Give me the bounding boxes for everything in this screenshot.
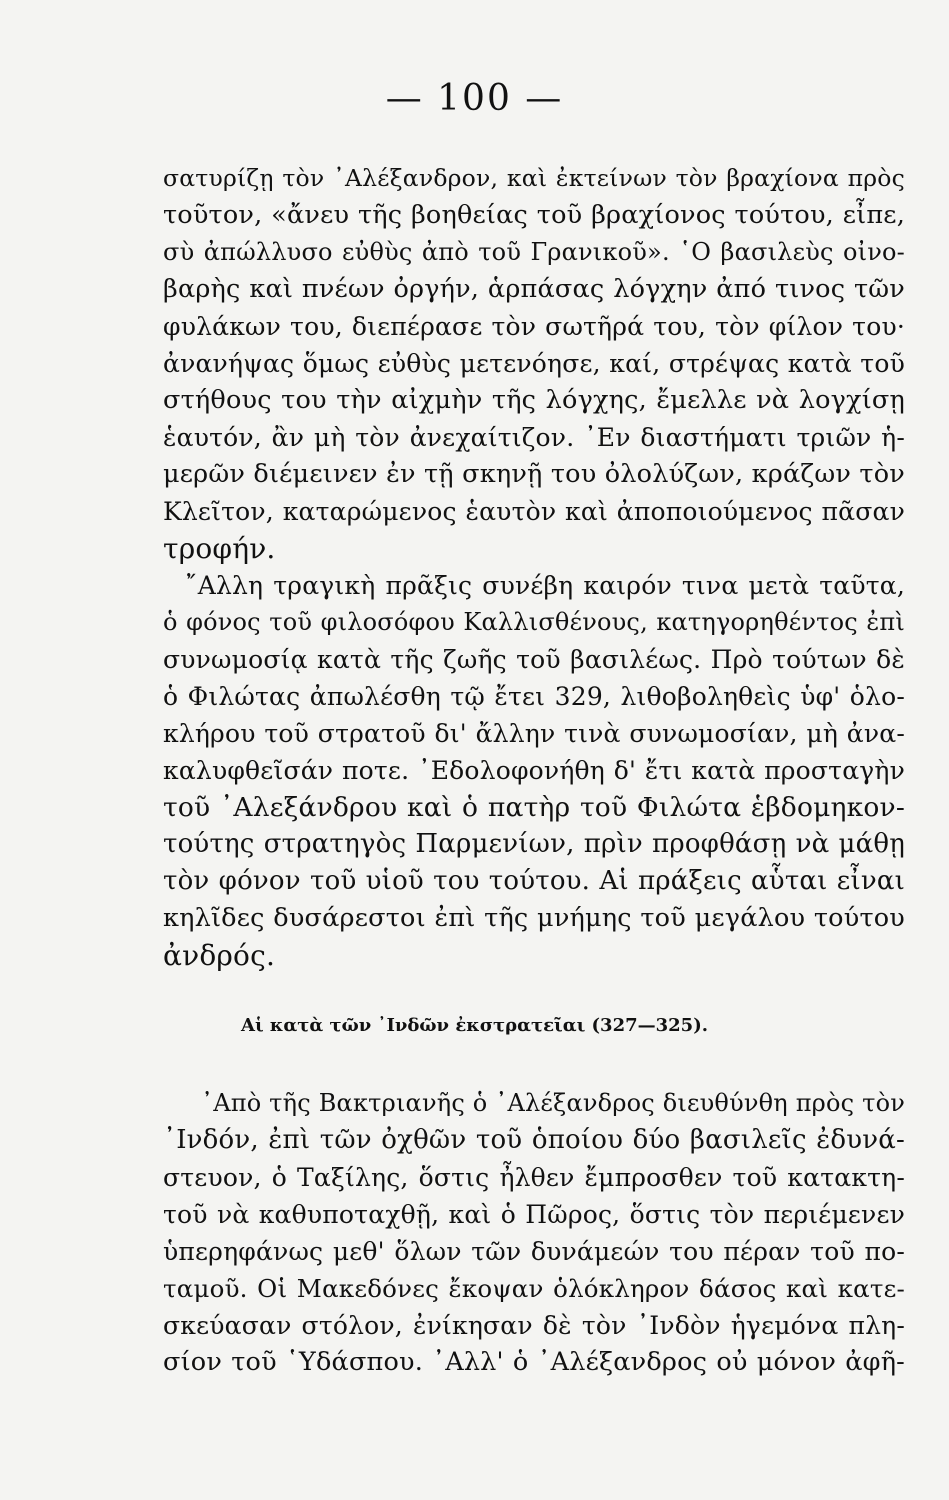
text-line: τοῦτον, «ἄνευ τῆς βοηθείας τοῦ βραχίονος τούτου, εἶπε, [163, 200, 905, 230]
text-line: μερῶν διέμεινεν ἐν τῇ σκηνῇ του ὀλολύζων, κράζων τὸν [163, 459, 905, 489]
text-line: καλυφθεῖσάν ποτε. ᾿Εδολοφονήθη δ' ἔτι κατὰ προσταγὴν [163, 756, 905, 785]
text-line: ὁ Φιλώτας ἀπωλέσθη τῷ ἔτει 329, λιθοβοληθεὶς ὑφ' ὁλο- [163, 682, 905, 711]
text-line: ὑπερηφάνως μεθ' ὅλων τῶν δυνάμεών του πέραν τοῦ πο- [163, 1237, 905, 1266]
text-line: τὸν φόνον τοῦ υἱοῦ του τούτου. Αἱ πράξεις αὗται εἶναι [163, 866, 905, 896]
paragraph-1 [163, 160, 905, 974]
text-line: ἑαυτόν, ἂν μὴ τὸν ἀνεχαίτιζον. ᾿Εν διαστήματι τριῶν ἡ- [163, 423, 905, 452]
text-line: βαρὴς καὶ πνέων ὀργήν, ἁρπάσας λόγχην ἀπό τινος τῶν [163, 274, 905, 304]
text-line: συνωμοσίᾳ κατὰ τῆς ζωῆς τοῦ βασιλέως. Πρὸ τούτων δὲ [163, 645, 905, 674]
text-line: ᾿Ινδόν, ἐπὶ τῶν ὀχθῶν τοῦ ὁποίου δύο βασιλεῖς ἐδυνά- [163, 1125, 905, 1155]
text-line: τοῦ νὰ καθυποταχθῇ, καὶ ὁ Πῶρος, ὅστις τὸν περιέμενεν [163, 1200, 905, 1229]
text-line: σίον τοῦ ῾Υδάσπου. ᾿Αλλ' ὁ ᾿Αλέξανδρος οὐ μόνον ἀφῆ- [163, 1347, 905, 1377]
page-number: — 100 — [385, 78, 564, 119]
text-line: ταμοῦ. Οἱ Μακεδόνες ἔκοψαν ὁλόκληρον δάσος καὶ κατε- [163, 1274, 905, 1303]
text-line: στήθους του τὴν αἰχμὴν τῆς λόγχης, ἔμελλε νὰ λογχίσῃ [163, 385, 905, 415]
text-line: κηλῖδες δυσάρεστοι ἐπὶ τῆς μνήμης τοῦ μεγάλου τούτου [163, 903, 905, 933]
text-line: ἀνδρός. [163, 939, 276, 972]
text-line: κλήρου τοῦ στρατοῦ δι' ἄλλην τινὰ συνωμοσίαν, μὴ ἀνα- [163, 719, 905, 748]
text-line: ῎Αλλη τραγικὴ πρᾶξις συνέβη καιρόν τινα μετὰ ταῦτα, [185, 571, 905, 600]
text-line: στευον, ὁ Ταξίλης, ὅστις ἦλθεν ἔμπροσθεν τοῦ κατακτη- [163, 1163, 905, 1192]
text-line: ὁ φόνος τοῦ φιλοσόφου Καλλισθένους, κατηγορηθέντος ἐπὶ [163, 608, 905, 636]
paragraph-2 [163, 1085, 905, 1381]
text-line: ᾿Απὸ τῆς Βακτριανῆς ὁ ᾿Αλέξανδρος διευθύνθη πρὸς τὸν [201, 1089, 906, 1117]
text-line: σκεύασαν στόλον, ἐνίκησαν δὲ τὸν ᾿Ινδὸν ἡγεμόνα πλη- [163, 1311, 905, 1340]
text-line: τροφήν. [163, 532, 276, 565]
section-heading: Αἱ κατὰ τῶν ᾿Ινδῶν ἐκστρατεῖαι (327—325). [240, 1015, 708, 1036]
text-line: φυλάκων του, διεπέρασε τὸν σωτῆρά του, τὸν φίλον του· [163, 312, 905, 341]
text-line: τοῦ ᾿Αλεξάνδρου καὶ ὁ πατὴρ τοῦ Φιλώτα ἑβδομηκον- [163, 792, 905, 823]
text-line: ἀνανήψας ὅμως εὐθὺς μετενόησε, καί, στρέψας κατὰ τοῦ [163, 349, 905, 378]
text-line: Κλεῖτον, καταρώμενος ἑαυτὸν καὶ ἀποποιούμενος πᾶσαν [163, 497, 905, 526]
text-line: σὺ ἀπώλλυσο εὐθὺς ἀπὸ τοῦ Γρανικοῦ». ῾Ο βασιλεὺς οἰνο- [163, 238, 905, 266]
text-line: σατυρίζῃ τὸν ᾿Αλέξανδρον, καὶ ἐκτείνων τὸν βραχίονα πρὸς [163, 164, 905, 192]
text-line: τούτης στρατηγὸς Παρμενίων, πρὶν προφθάσῃ νὰ μάθῃ [163, 829, 905, 859]
